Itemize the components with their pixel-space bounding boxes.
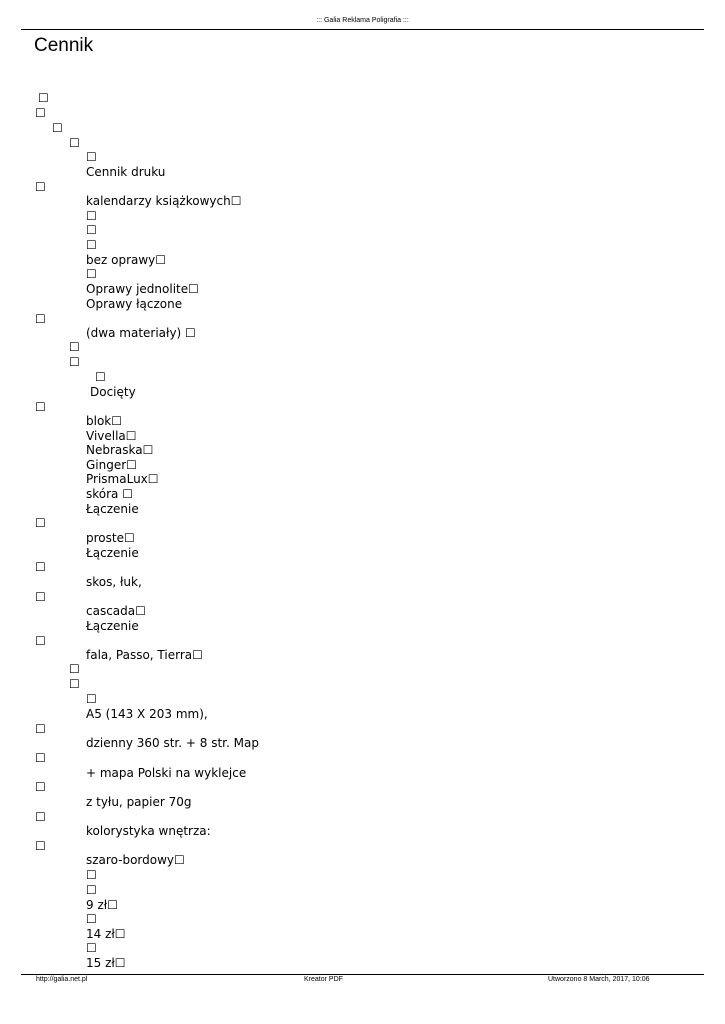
text-line: Nebraska☐ bbox=[86, 443, 154, 457]
text-line: Oprawy jednolite☐ bbox=[86, 282, 199, 296]
text-line: blok☐ bbox=[86, 414, 122, 428]
glyph-box: ☐ bbox=[86, 238, 97, 252]
page-title: Cennik bbox=[34, 35, 94, 56]
glyph-box: ☐ bbox=[69, 355, 80, 369]
text-line: + mapa Polski na wyklejce bbox=[86, 766, 247, 780]
glyph-box: ☐ bbox=[86, 267, 97, 281]
glyph-box: ☐ bbox=[35, 400, 46, 414]
glyph-box: ☐ bbox=[86, 868, 97, 882]
text-line: Vivella☐ bbox=[86, 429, 137, 443]
header-rule bbox=[21, 29, 704, 30]
glyph-box: ☐ bbox=[35, 751, 46, 765]
text-line: kolorystyka wnętrza: bbox=[86, 824, 211, 838]
text-line: 15 zł☐ bbox=[86, 956, 126, 970]
text-line: 9 zł☐ bbox=[86, 898, 118, 912]
glyph-box: ☐ bbox=[95, 370, 106, 384]
glyph-box: ☐ bbox=[35, 312, 46, 326]
text-line: Docięty bbox=[90, 385, 136, 399]
text-line: Łączenie bbox=[86, 619, 139, 633]
text-line: proste☐ bbox=[86, 531, 135, 545]
glyph-box: ☐ bbox=[35, 780, 46, 794]
glyph-box: ☐ bbox=[35, 590, 46, 604]
text-line: (dwa materiały) ☐ bbox=[86, 326, 196, 340]
glyph-box: ☐ bbox=[86, 692, 97, 706]
text-line: A5 (143 X 203 mm), bbox=[86, 707, 208, 721]
glyph-box: ☐ bbox=[35, 839, 46, 853]
glyph-box: ☐ bbox=[35, 516, 46, 530]
text-line: z tyłu, papier 70g bbox=[86, 795, 192, 809]
text-line: skóra ☐ bbox=[86, 487, 133, 501]
text-line: Oprawy łączone bbox=[86, 297, 183, 311]
footer-url-link[interactable]: http://galia.net.pl bbox=[36, 976, 88, 983]
glyph-box: ☐ bbox=[86, 223, 97, 237]
text-line: kalendarzy książkowych☐ bbox=[86, 194, 242, 208]
glyph-box: ☐ bbox=[86, 912, 97, 926]
glyph-box: ☐ bbox=[35, 180, 46, 194]
text-line: szaro-bordowy☐ bbox=[86, 853, 185, 867]
glyph-box: ☐ bbox=[35, 560, 46, 574]
glyph-box: ☐ bbox=[86, 150, 97, 164]
footer-generator: Kreator PDF bbox=[304, 976, 343, 983]
glyph-box: ☐ bbox=[35, 634, 46, 648]
glyph-box: ☐ bbox=[35, 810, 46, 824]
text-line: bez oprawy☐ bbox=[86, 253, 167, 267]
text-line: 14 zł☐ bbox=[86, 927, 126, 941]
text-line: dzienny 360 str. + 8 str. Map bbox=[86, 736, 259, 750]
text-line: skos, łuk, bbox=[86, 575, 142, 589]
glyph-box: ☐ bbox=[35, 106, 46, 120]
glyph-box: ☐ bbox=[69, 136, 80, 150]
glyph-box: ☐ bbox=[69, 662, 80, 676]
glyph-box: ☐ bbox=[69, 340, 80, 354]
text-line: PrismaLux☐ bbox=[86, 472, 159, 486]
text-line: Ginger☐ bbox=[86, 458, 137, 472]
glyph-box: ☐ bbox=[69, 677, 80, 691]
text-line: cascada☐ bbox=[86, 604, 146, 618]
glyph-box: ☐ bbox=[38, 91, 49, 105]
glyph-box: ☐ bbox=[52, 121, 63, 135]
glyph-box: ☐ bbox=[86, 209, 97, 223]
footer-rule bbox=[21, 974, 704, 975]
text-line: Cennik druku bbox=[86, 165, 166, 179]
glyph-box: ☐ bbox=[86, 941, 97, 955]
page-header: ::: Galia Reklama Poligrafia ::: bbox=[316, 17, 409, 24]
glyph-box: ☐ bbox=[35, 722, 46, 736]
text-line: Łączenie bbox=[86, 502, 139, 516]
text-line: Łączenie bbox=[86, 546, 139, 560]
text-line: fala, Passo, Tierra☐ bbox=[86, 648, 203, 662]
glyph-box: ☐ bbox=[86, 883, 97, 897]
footer-created-date: Utworzono 8 March, 2017, 10:06 bbox=[548, 976, 650, 983]
